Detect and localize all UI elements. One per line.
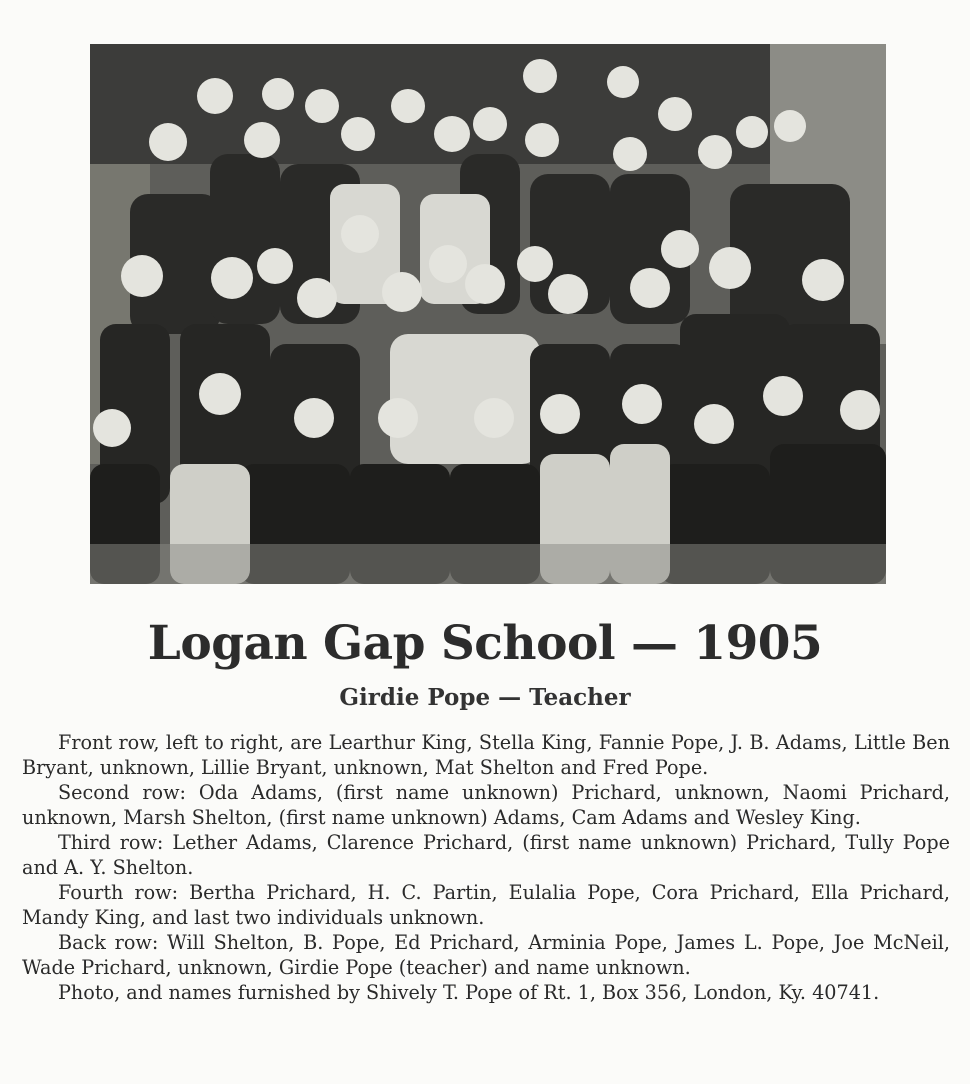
caption-second-row: Second row: Oda Adams, (first name unknown) Prichard, unknown, Naomi Prichard, unknown, Marsh Shelton, (first name unknown) Adams, Cam Adams and Wesley King. bbox=[22, 781, 950, 829]
group-photo bbox=[90, 44, 886, 584]
caption-fourth-row: Fourth row: Bertha Prichard, H. C. Partin, Eulalia Pope, Cora Prichard, Ella Prichard, Mandy King, and last two individuals unknown. bbox=[22, 881, 950, 929]
caption-text bbox=[22, 730, 950, 1005]
caption-credit: Photo, and names furnished by Shively T. Pope of Rt. 1, Box 356, London, Ky. 40741. bbox=[58, 981, 880, 1004]
caption-back-row: Back row: Will Shelton, B. Pope, Ed Prichard, Arminia Pope, James L. Pope, Joe McNeil, Wade Prichard, unknown, Girdie Pope (teacher) and name unknown. bbox=[22, 931, 950, 979]
group-photo-illustration bbox=[90, 44, 886, 584]
caption-third-row: Third row: Lether Adams, Clarence Prichard, (first name unknown) Prichard, Tully Pope and A. Y. Shelton. bbox=[22, 831, 950, 879]
caption-front-row: Front row, left to right, are Learthur King, Stella King, Fannie Pope, J. B. Adams, Little Ben Bryant, unknown, Lillie Bryant, unknown, Mat Shelton and Fred Pope. bbox=[22, 731, 950, 779]
page-title: Logan Gap School — 1905 bbox=[147, 616, 823, 671]
page-subtitle: Girdie Pope — Teacher bbox=[339, 684, 631, 711]
